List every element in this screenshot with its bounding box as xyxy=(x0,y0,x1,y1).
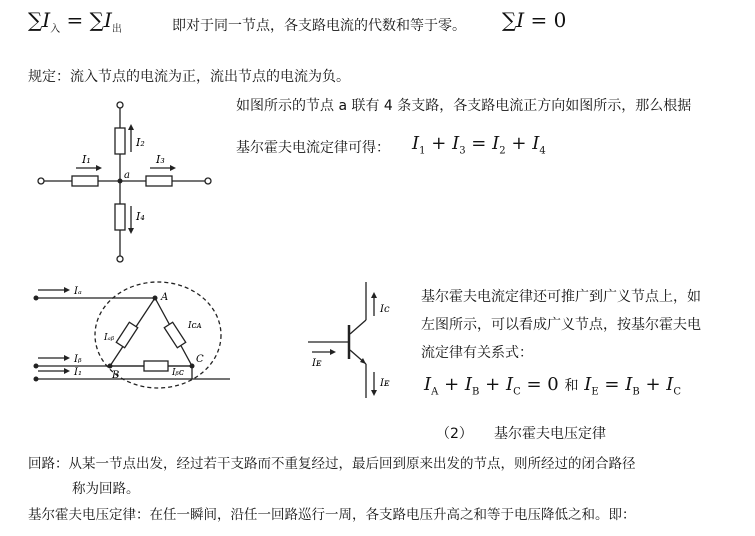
kcl-formula-sum-zero: ∑I = 0 xyxy=(502,8,567,32)
label-transistor-ic: Iᴄ xyxy=(380,304,390,315)
label-ia: Iₐ xyxy=(74,286,82,297)
label-transistor-ie: Iᴇ xyxy=(380,378,390,389)
label-i3: I₃ xyxy=(156,153,165,166)
label-i2: I₂ xyxy=(136,136,145,149)
kcl-statement: 即对于同一节点，各支路电流的代数和等于零。 xyxy=(172,18,466,34)
node-B: B xyxy=(112,370,120,381)
node-a-description: 如图所示的节点 a 联有 4 条支路，各支路电流正方向如图所示，那么根据 xyxy=(236,98,692,114)
generalized-node-line-3: 流定律有关系式： xyxy=(421,345,533,361)
resistor-1 xyxy=(72,176,98,186)
generalized-node-equations: $I_A + I_B + I_C = 0$ 和 $I_E = I_B + I_C$ xyxy=(424,374,682,398)
collector-lead xyxy=(350,320,366,334)
kcl-formula-sum-in-out: $\sum I_入 = \sum I_出$ xyxy=(28,8,122,35)
loop-definition-line-2: 称为回路。 xyxy=(72,481,140,497)
label-ica: Iᴄᴀ xyxy=(188,321,202,331)
label-transistor-ib: Iᴇ xyxy=(312,358,322,369)
resistor-ca xyxy=(164,322,185,348)
terminal-right xyxy=(205,178,211,184)
label-node-a: a xyxy=(124,170,130,181)
resistor-4 xyxy=(115,204,125,230)
label-i1: I₁ xyxy=(82,153,91,166)
node-a-dot xyxy=(118,179,123,184)
generalized-node-line-1: 基尔霍夫电流定律还可推广到广义节点上，如 xyxy=(421,289,701,305)
resistor-bc xyxy=(144,361,168,371)
terminal-left xyxy=(38,178,44,184)
kcl-result-intro: 基尔霍夫电流定律可得： xyxy=(236,140,390,156)
label-ibc: Iᵦᴄ xyxy=(172,368,184,378)
generalized-node-line-2: 左图所示，可以看成广义节点，按基尔霍夫电 xyxy=(421,317,701,333)
terminal-bottom xyxy=(117,256,123,262)
kvl-statement: 基尔霍夫电压定律：在任一瞬间，沿任一回路巡行一周，各支路电压升高之和等于电压降低之和。即： xyxy=(28,507,636,523)
resistor-ab xyxy=(116,322,137,348)
node-C: C xyxy=(196,354,204,365)
resistor-2 xyxy=(115,128,125,154)
label-i4: I₄ xyxy=(136,210,145,223)
label-iab: Iₐᵦ xyxy=(104,333,115,343)
sign-convention-rule: 规定：流入节点的电流为正，流出节点的电流为负。 xyxy=(28,69,350,85)
terminal-top xyxy=(117,102,123,108)
resistor-3 xyxy=(146,176,172,186)
section-number: （2） xyxy=(436,426,473,442)
section-title: 基尔霍夫电压定律 xyxy=(494,426,606,442)
label-ib: Iᵦ xyxy=(74,354,82,365)
node-A: A xyxy=(161,292,169,303)
node-a-equation: $I_1 + I_3 = I_2 + I_4$ xyxy=(412,133,546,157)
loop-definition-line-1: 回路：从某一节点出发，经过若干支路而不重复经过，最后回到原来出发的节点，则所经过的闭合路径 xyxy=(28,456,636,472)
label-ic: I₁ xyxy=(74,367,82,378)
